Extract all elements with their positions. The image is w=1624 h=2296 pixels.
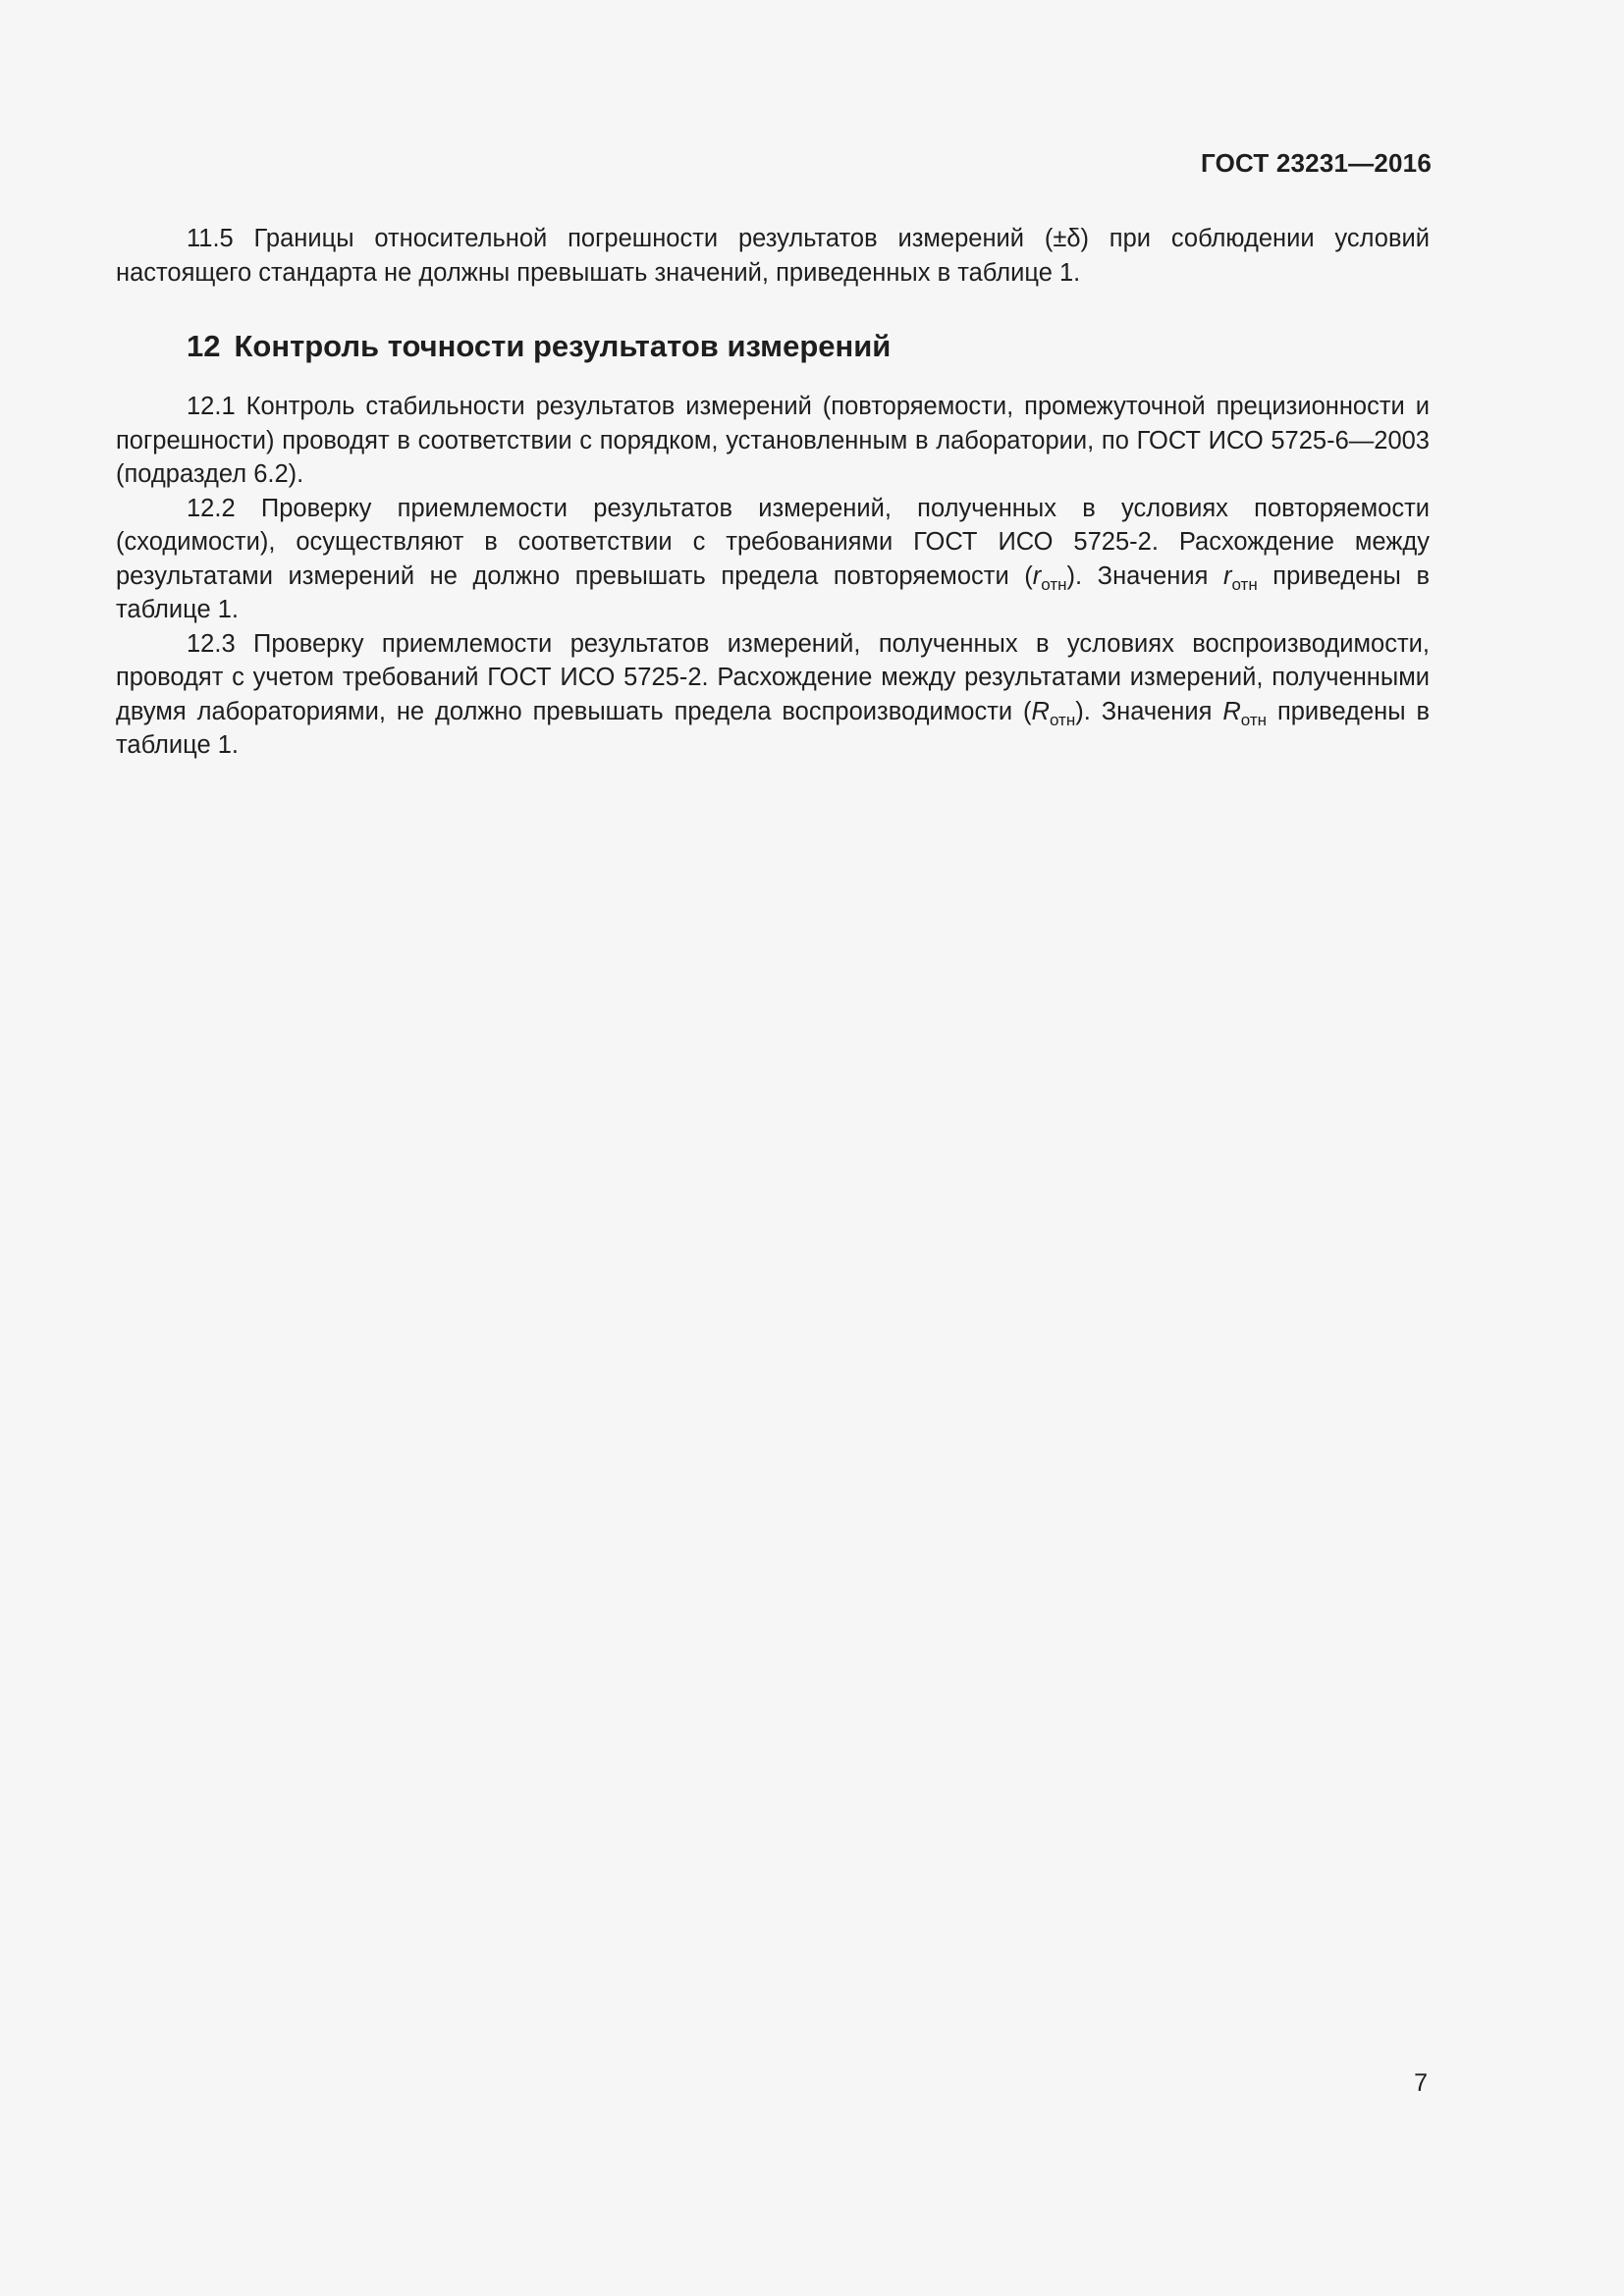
- subscript-otn: отн: [1240, 710, 1268, 729]
- symbol-r: r: [1222, 561, 1232, 590]
- paragraph-12-3-text-3: приведены в таблице 1.: [116, 697, 1430, 759]
- paragraph-12-2-text-1: 12.2 Проверку приемлемости результатов измерений, полученных в условиях повторяемости (сходимости), осуществляют в соответствии с требованиями ГОСТ ИСО 5725-2. Расхождение между результатами измерений не должно превышать предела повторяемости (: [116, 494, 1430, 590]
- paragraph-12-1: 12.1 Контроль стабильности результатов измерений (повторяемости, промежуточной прецизионности и погрешности) проводят в соответствии с порядком, установленным в лаборатории, по ГОСТ ИСО 5725-6—2003 (подраздел 6.2).: [116, 393, 1430, 488]
- page-body: [116, 222, 1430, 763]
- paragraph-12-2: [116, 492, 1430, 627]
- paragraph-12-2-text-3: приведены в таблице 1.: [116, 561, 1430, 623]
- subscript-otn: отн: [1041, 574, 1067, 594]
- paragraph-12-2-text-2: ). Значения: [1066, 561, 1223, 590]
- paragraph-12-3: [116, 627, 1430, 763]
- paragraph-12-3-text-2: ). Значения: [1075, 697, 1223, 725]
- section-heading-12: [116, 327, 1430, 366]
- symbol-r: r: [1032, 561, 1042, 590]
- section-number: 12: [187, 329, 221, 363]
- document-header: ГОСТ 23231—2016: [1201, 148, 1432, 178]
- symbol-R: R: [1031, 697, 1050, 725]
- subscript-otn: отн: [1049, 710, 1076, 729]
- subscript-otn: отн: [1231, 574, 1258, 594]
- paragraph-11-5: 11.5 Границы относительной погрешности результатов измерений (±δ) при соблюдении условий настоящего стандарта не должны превышать значений, приведенных в таблице 1.: [116, 225, 1430, 287]
- page-number: 7: [1414, 2069, 1428, 2097]
- paragraph-12-3-text-1: 12.3 Проверку приемлемости результатов измерений, полученных в условиях воспроизводимости, проводят с учетом требований ГОСТ ИСО 5725-2. Расхождение между результатами измерений, полученными двумя лабораториями, не должно превышать предела воспроизводимости (: [116, 629, 1430, 725]
- symbol-R: R: [1222, 697, 1241, 725]
- section-title: Контроль точности результатов измерений: [234, 329, 892, 363]
